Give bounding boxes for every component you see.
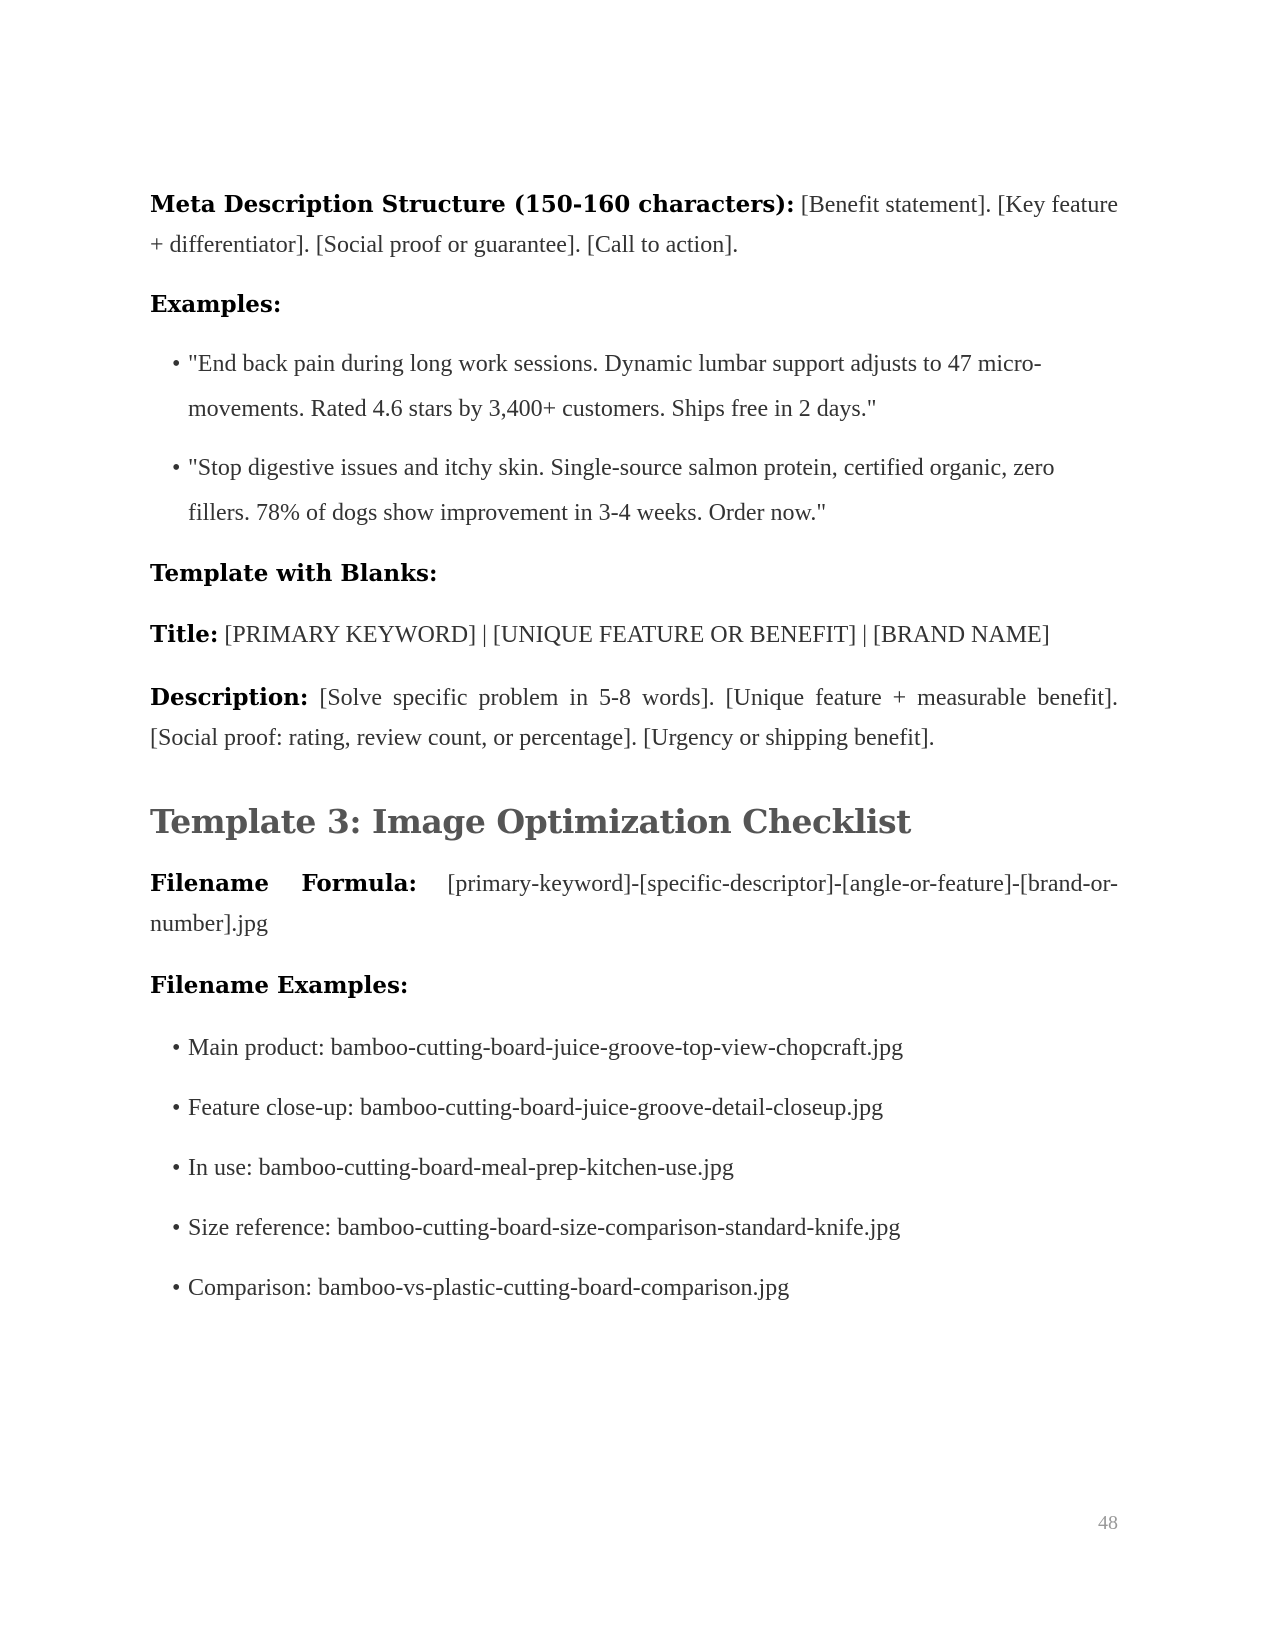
- examples-heading: Examples:: [150, 291, 282, 318]
- description-label: Description:: [150, 684, 309, 711]
- filename-example-item: • Main product: bamboo-cutting-board-juice-groove-top-view-chopcraft.jpg: [172, 1026, 1118, 1071]
- filename-example-item: • In use: bamboo-cutting-board-meal-prep-kitchen-use.jpg: [172, 1146, 1118, 1191]
- filename-example-item: • Size reference: bamboo-cutting-board-size-comparison-standard-knife.jpg: [172, 1206, 1118, 1251]
- filename-example-item: • Feature close-up: bamboo-cutting-board-juice-groove-detail-closeup.jpg: [172, 1086, 1118, 1131]
- meta-description-paragraph: [150, 185, 1118, 265]
- filename-example-item: • Comparison: bamboo-vs-plastic-cutting-board-comparison.jpg: [172, 1266, 1118, 1311]
- section-heading: Template 3: Image Optimization Checklist: [150, 802, 911, 841]
- filename-examples-heading-paragraph: [150, 966, 1118, 1006]
- title-template-paragraph: [150, 615, 1118, 655]
- title-template-text: [PRIMARY KEYWORD] | [UNIQUE FEATURE OR BENEFIT] | [BRAND NAME]: [218, 622, 1050, 648]
- title-label: Title:: [150, 621, 219, 648]
- examples-list: [150, 342, 1118, 536]
- template-blanks-heading-paragraph: [150, 554, 1118, 594]
- example-item: • "End back pain during long work sessions. Dynamic lumbar support adjusts to 47 micro-movements. Rated 4.6 stars by 3,400+ customers. Ships free in 2 days.": [172, 342, 1118, 432]
- example-item: • "Stop digestive issues and itchy skin. Single-source salmon protein, certified organic, zero fillers. 78% of dogs show improvement in 3-4 weeks. Order now.": [172, 446, 1118, 536]
- document-page: [150, 185, 1118, 1311]
- description-template-text: [Solve specific problem in 5-8 words]. [Unique feature + measurable benefit]. [Social proof: rating, review count, or percentage]. [Urgency or shipping benefit].: [150, 685, 1118, 751]
- filename-formula-paragraph: [150, 864, 1118, 944]
- filename-formula-text: [primary-keyword]-[specific-descriptor]-[angle-or-feature]-[brand-or-number].jpg: [150, 871, 1118, 937]
- meta-description-label: Meta Description Structure (150-160 characters):: [150, 191, 795, 218]
- meta-description-text: [Benefit statement]. [Key feature + differentiator]. [Social proof or guarantee]. [Call to action].: [150, 192, 1118, 258]
- examples-heading-paragraph: [150, 285, 1118, 325]
- filename-formula-label: Filename Formula:: [150, 870, 418, 897]
- filename-examples-heading: Filename Examples:: [150, 972, 409, 999]
- page-number: 48: [1098, 1512, 1118, 1534]
- description-template-paragraph: [150, 678, 1118, 758]
- filename-examples-list: [150, 1026, 1118, 1311]
- template-blanks-heading: Template with Blanks:: [150, 560, 438, 587]
